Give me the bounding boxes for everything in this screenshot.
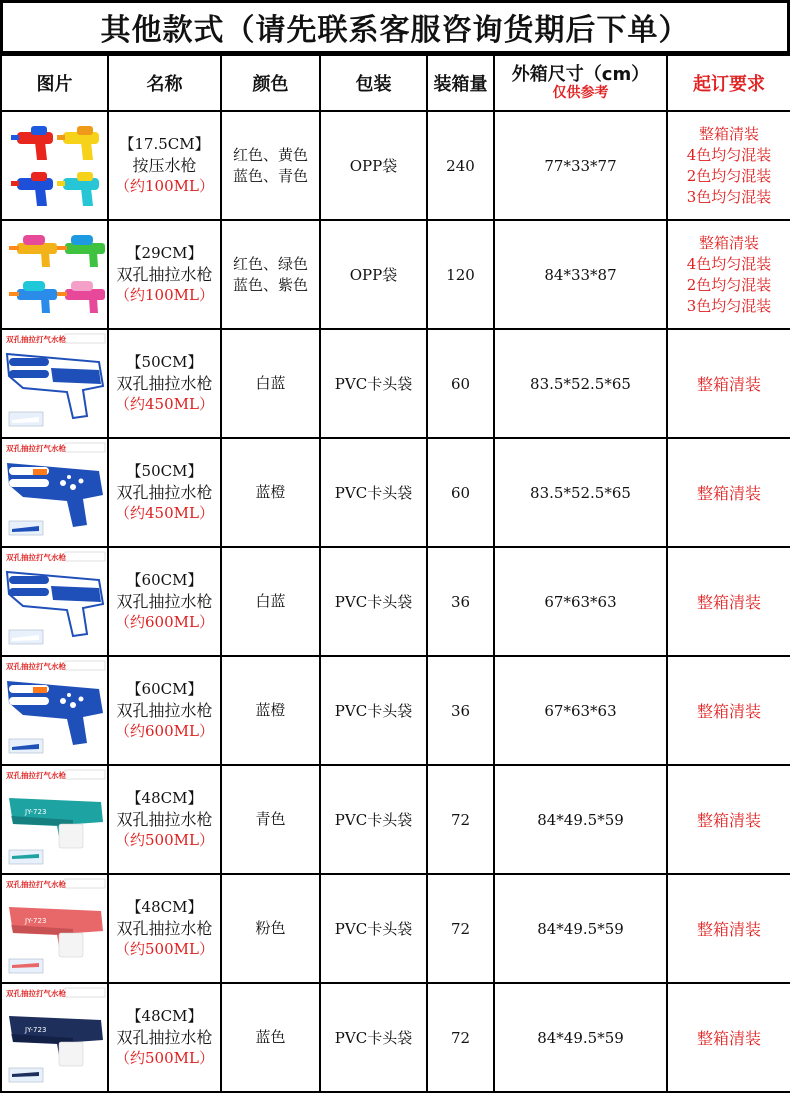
qty-cell: 72	[427, 874, 494, 983]
product-name: 双孔抽拉水枪	[116, 1028, 213, 1047]
package-cell: PVC卡头袋	[320, 547, 427, 656]
box-size-cell: 67*63*63	[494, 656, 667, 765]
blue-orange-pump-gun-icon	[3, 659, 107, 762]
product-table	[0, 54, 790, 1093]
volume-label: （约450ML）	[115, 504, 214, 522]
color-value: 蓝色、青色	[232, 166, 308, 185]
size-label: 【48CM】	[126, 789, 203, 807]
product-name-cell	[108, 983, 221, 1092]
qty-cell: 120	[427, 220, 494, 329]
product-image-cell	[1, 656, 108, 765]
size-label: 【60CM】	[126, 571, 203, 589]
order-requirement: 3色均匀混装	[686, 187, 772, 206]
volume-label: （约100ML）	[115, 286, 214, 304]
pump-header-label: 双孔抽拉打气水枪	[5, 553, 66, 562]
product-name-cell	[108, 329, 221, 438]
volume-label: （约500ML）	[115, 831, 214, 849]
product-name: 双孔抽拉水枪	[116, 265, 213, 284]
color-value: 红色、绿色	[232, 254, 308, 273]
order-requirement-cell	[667, 329, 790, 438]
table-body	[1, 111, 790, 1092]
model-label: JY-723	[24, 808, 46, 816]
box-size-cell: 77*33*77	[494, 111, 667, 220]
table-row	[1, 765, 790, 874]
package-cell: PVC卡头袋	[320, 983, 427, 1092]
header-box-size	[494, 55, 667, 111]
order-requirement: 整箱清装	[696, 484, 761, 503]
order-requirement: 2色均匀混装	[686, 166, 772, 185]
product-name-cell	[108, 656, 221, 765]
pump-header-label: 双孔抽拉打气水枪	[5, 335, 66, 344]
box-size-cell: 83.5*52.5*65	[494, 438, 667, 547]
order-requirement: 整箱清装	[696, 1029, 761, 1048]
size-label: 【50CM】	[126, 462, 203, 480]
product-image-cell	[1, 874, 108, 983]
product-name-cell	[108, 547, 221, 656]
table-row	[1, 547, 790, 656]
table-row	[1, 111, 790, 220]
qty-cell: 240	[427, 111, 494, 220]
model-label: JY-723	[24, 917, 46, 925]
page-title: 其他款式（请先联系客服咨询货期后下单）	[0, 0, 790, 54]
table-row	[1, 874, 790, 983]
color-value: 青色	[255, 810, 286, 828]
header-order-requirement: 起订要求	[667, 55, 790, 111]
order-requirement-cell	[667, 765, 790, 874]
order-requirement: 整箱清装	[698, 233, 759, 252]
order-requirement: 4色均匀混装	[686, 254, 772, 273]
package-cell: PVC卡头袋	[320, 765, 427, 874]
box-size-cell: 84*49.5*59	[494, 874, 667, 983]
color-value: 白蓝	[255, 592, 286, 610]
volume-label: （约600ML）	[115, 613, 214, 631]
box-size-cell: 84*33*87	[494, 220, 667, 329]
box-size-cell: 84*49.5*59	[494, 983, 667, 1092]
product-name: 双孔抽拉水枪	[116, 483, 213, 502]
order-requirement: 整箱清装	[696, 702, 761, 721]
order-requirement: 整箱清装	[696, 920, 761, 939]
package-cell: OPP袋	[320, 220, 427, 329]
header-color: 颜色	[221, 55, 320, 111]
product-name: 双孔抽拉水枪	[116, 919, 213, 938]
box-size-cell: 67*63*63	[494, 547, 667, 656]
color-value: 蓝色、紫色	[232, 275, 308, 294]
header-qty: 装箱量	[427, 55, 494, 111]
color-cell	[221, 983, 320, 1092]
product-name-cell	[108, 220, 221, 329]
product-image-cell	[1, 220, 108, 329]
qty-cell: 36	[427, 656, 494, 765]
color-cell	[221, 111, 320, 220]
product-name-cell	[108, 874, 221, 983]
rifle-4-color-icon	[3, 223, 107, 326]
order-requirement: 整箱清装	[696, 593, 761, 612]
table-row	[1, 329, 790, 438]
size-label: 【29CM】	[126, 244, 203, 262]
pink-gun-icon	[3, 877, 107, 980]
qty-cell: 72	[427, 765, 494, 874]
qty-cell: 60	[427, 438, 494, 547]
package-cell: OPP袋	[320, 111, 427, 220]
order-requirement: 2色均匀混装	[686, 275, 772, 294]
order-requirement: 3色均匀混装	[686, 296, 772, 315]
volume-label: （约500ML）	[115, 940, 214, 958]
header-box-size-note: 仅供参考	[552, 85, 609, 101]
product-name: 双孔抽拉水枪	[116, 592, 213, 611]
product-image-cell	[1, 438, 108, 547]
product-name: 双孔抽拉水枪	[116, 701, 213, 720]
order-requirement: 整箱清装	[698, 124, 759, 143]
product-name: 按压水枪	[132, 156, 197, 175]
color-cell	[221, 765, 320, 874]
product-name: 双孔抽拉水枪	[116, 810, 213, 829]
size-label: 【60CM】	[126, 680, 203, 698]
blue-orange-pump-gun-icon	[3, 441, 107, 544]
size-label: 【48CM】	[126, 898, 203, 916]
product-image-cell	[1, 111, 108, 220]
color-value: 蓝橙	[255, 701, 286, 719]
order-requirement-cell	[667, 983, 790, 1092]
volume-label: （约100ML）	[115, 177, 214, 195]
product-name-cell	[108, 765, 221, 874]
product-image-cell	[1, 329, 108, 438]
package-cell: PVC卡头袋	[320, 438, 427, 547]
color-value: 粉色	[255, 919, 286, 937]
header-name: 名称	[108, 55, 221, 111]
color-cell	[221, 329, 320, 438]
box-size-cell: 84*49.5*59	[494, 765, 667, 874]
color-value: 蓝橙	[255, 483, 286, 501]
table-row	[1, 656, 790, 765]
teal-gun-icon	[3, 768, 107, 871]
color-cell	[221, 656, 320, 765]
size-label: 【50CM】	[126, 353, 203, 371]
color-cell	[221, 220, 320, 329]
model-label: JY-723	[24, 1026, 46, 1034]
product-name-cell	[108, 438, 221, 547]
volume-label: （约450ML）	[115, 395, 214, 413]
product-image-cell	[1, 547, 108, 656]
color-cell	[221, 438, 320, 547]
order-requirement: 4色均匀混装	[686, 145, 772, 164]
white-blue-pump-gun-icon	[3, 550, 107, 653]
table-row	[1, 438, 790, 547]
pump-header-label: 双孔抽拉打气水枪	[5, 444, 66, 453]
pump-header-label: 双孔抽拉打气水枪	[5, 880, 66, 889]
pump-header-label: 双孔抽拉打气水枪	[5, 989, 66, 998]
pistol-4-color-icon	[3, 114, 107, 217]
product-name: 双孔抽拉水枪	[116, 374, 213, 393]
color-value: 白蓝	[255, 374, 286, 392]
color-cell	[221, 874, 320, 983]
pump-header-label: 双孔抽拉打气水枪	[5, 771, 66, 780]
order-requirement: 整箱清装	[696, 375, 761, 394]
qty-cell: 60	[427, 329, 494, 438]
box-size-cell: 83.5*52.5*65	[494, 329, 667, 438]
white-blue-pump-gun-icon	[3, 332, 107, 435]
size-label: 【17.5CM】	[119, 135, 210, 153]
order-requirement: 整箱清装	[696, 811, 761, 830]
navy-gun-icon	[3, 986, 107, 1089]
order-requirement-cell	[667, 111, 790, 220]
volume-label: （约600ML）	[115, 722, 214, 740]
pump-header-label: 双孔抽拉打气水枪	[5, 662, 66, 671]
table-header-row	[1, 55, 790, 111]
product-image-cell	[1, 983, 108, 1092]
order-requirement-cell	[667, 220, 790, 329]
color-value: 红色、黄色	[232, 145, 308, 164]
color-cell	[221, 547, 320, 656]
order-requirement-cell	[667, 547, 790, 656]
header-box-size-main: 外箱尺寸（cm）	[511, 64, 650, 85]
product-name-cell	[108, 111, 221, 220]
color-value: 蓝色	[255, 1028, 286, 1046]
product-image-cell	[1, 765, 108, 874]
package-cell: PVC卡头袋	[320, 329, 427, 438]
package-cell: PVC卡头袋	[320, 656, 427, 765]
order-requirement-cell	[667, 438, 790, 547]
size-label: 【48CM】	[126, 1007, 203, 1025]
table-row	[1, 983, 790, 1092]
table-row	[1, 220, 790, 329]
qty-cell: 72	[427, 983, 494, 1092]
qty-cell: 36	[427, 547, 494, 656]
volume-label: （约500ML）	[115, 1049, 214, 1067]
order-requirement-cell	[667, 656, 790, 765]
header-image: 图片	[1, 55, 108, 111]
order-requirement-cell	[667, 874, 790, 983]
header-package: 包装	[320, 55, 427, 111]
package-cell: PVC卡头袋	[320, 874, 427, 983]
